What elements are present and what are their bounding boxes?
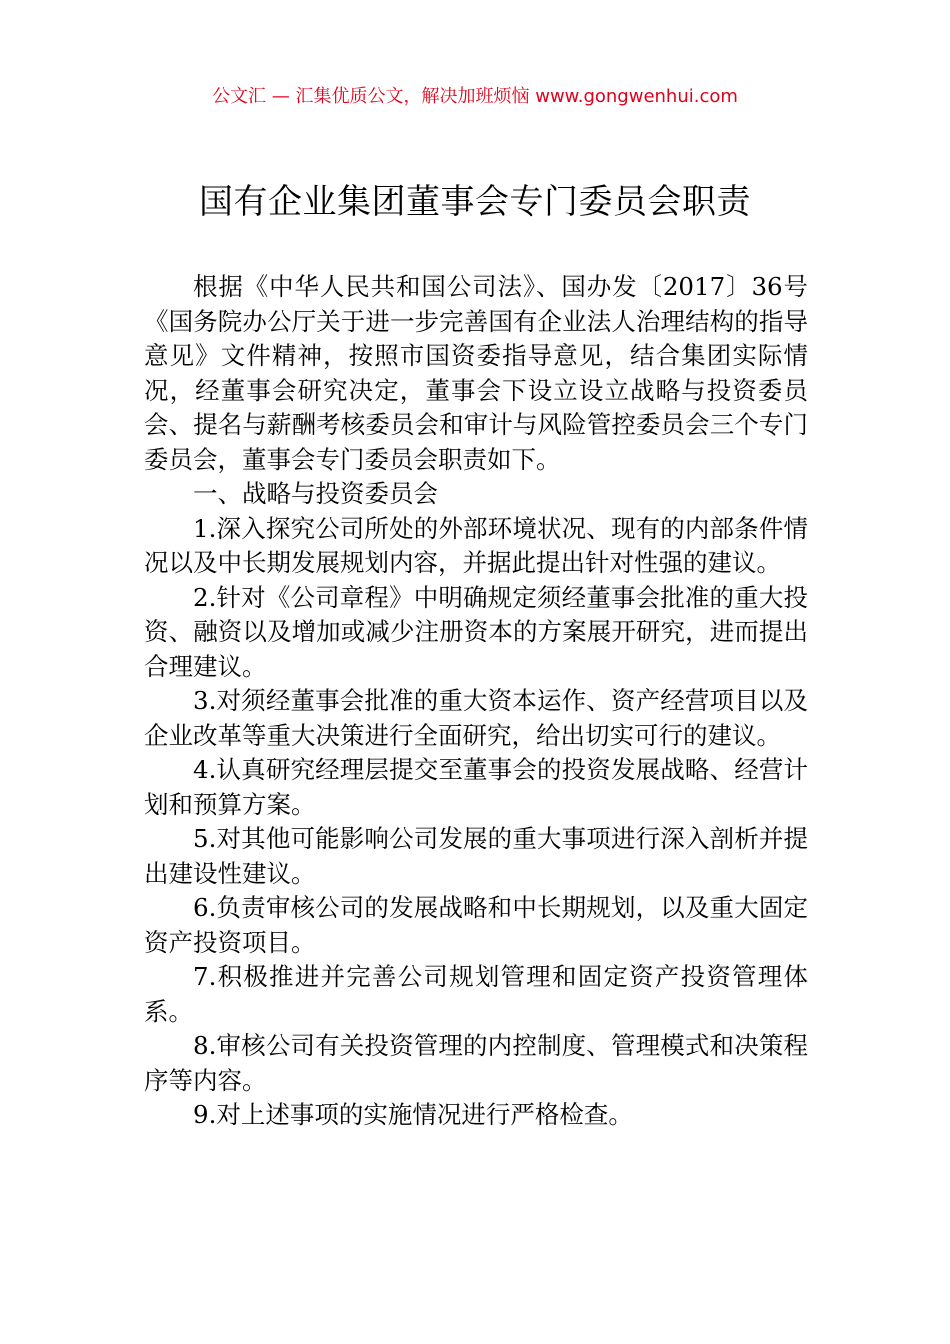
list-item: 5.对其他可能影响公司发展的重大事项进行深入剖析并提出建设性建议。 bbox=[144, 824, 808, 888]
list-item: 1.深入探究公司所处的外部环境状况、现有的内部条件情况以及中长期发展规划内容，并据此提出针对性强的建议。 bbox=[144, 513, 808, 577]
list-item: 2.针对《公司章程》中明确规定须经董事会批准的重大投资、融资以及增加或减少注册资本的方案展开研究，进而提出合理建议。 bbox=[144, 582, 808, 681]
list-item: 7.积极推进并完善公司规划管理和固定资产投资管理体系。 bbox=[144, 962, 808, 1026]
header-banner: 公文汇 — 汇集优质公文，解决加班烦恼 www.gongwenhui.com bbox=[212, 86, 738, 107]
intro-paragraph: 根据《中华人民共和国公司法》、国办发〔2017〕36号《国务院办公厅关于进一步完善国有企业法人治理结构的指导意见》文件精神，按照市国资委指导意见，结合集团实际情况，经董事会研究决定，董事会下设立设立战略与投资委员会、提名与薪酬考核委员会和审计与风险管控委员会三个专门委员会，董事会专门委员会职责如下。 bbox=[144, 272, 808, 474]
document-title: 国有企业集团董事会专门委员会职责 bbox=[199, 182, 751, 222]
list-item: 3.对须经董事会批准的重大资本运作、资产经营项目以及企业改革等重大决策进行全面研究，给出切实可行的建议。 bbox=[144, 686, 808, 750]
list-item: 9.对上述事项的实施情况进行严格检查。 bbox=[193, 1100, 633, 1129]
section-heading: 一、战略与投资委员会 bbox=[193, 479, 438, 508]
document-body bbox=[144, 270, 808, 1133]
list-item: 6.负责审核公司的发展战略和中长期规划，以及重大固定资产投资项目。 bbox=[144, 893, 808, 957]
list-item: 4.认真研究经理层提交至董事会的投资发展战略、经营计划和预算方案。 bbox=[144, 755, 808, 819]
list-item: 8.审核公司有关投资管理的内控制度、管理模式和决策程序等内容。 bbox=[144, 1031, 808, 1095]
